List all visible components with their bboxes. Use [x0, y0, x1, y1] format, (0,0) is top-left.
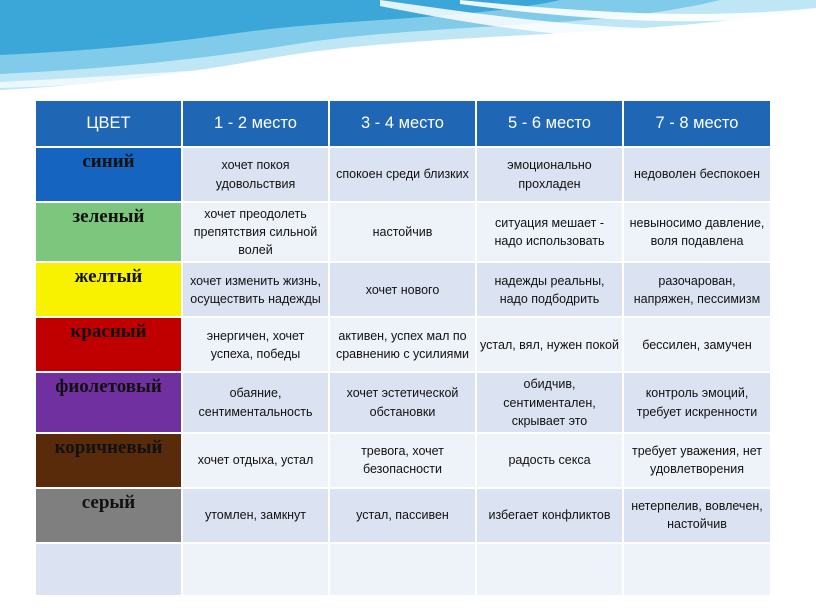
- table-cell: требует уважения, нет удовлетворения: [623, 433, 771, 488]
- table-cell: обаяние, сентиментальность: [182, 372, 329, 432]
- color-label: фиолетовый: [35, 372, 182, 432]
- table-cell: хочет покоя удовольствия: [182, 147, 329, 202]
- table-cell: хочет изменить жизнь, осуществить надежды: [182, 262, 329, 317]
- table-row: [35, 372, 771, 432]
- table-cell: устал, вял, нужен покой: [476, 317, 623, 372]
- table-cell: устал, пассивен: [329, 488, 476, 543]
- table-cell: надежды реальны, надо подбодрить: [476, 262, 623, 317]
- header-place-1-2: 1 - 2 место: [182, 100, 329, 147]
- table-cell: ситуация мешает - надо использовать: [476, 202, 623, 262]
- header-color: ЦВЕТ: [35, 100, 182, 147]
- table-cell: энергичен, хочет успеха, победы: [182, 317, 329, 372]
- table-cell: спокоен среди близких: [329, 147, 476, 202]
- table-row: [35, 317, 771, 372]
- color-label: серый: [35, 488, 182, 543]
- table-cell: невыносимо давление, воля подавлена: [623, 202, 771, 262]
- table-row: [35, 202, 771, 262]
- table-cell: контроль эмоций, требует искренности: [623, 372, 771, 432]
- table-row-empty: [35, 543, 771, 596]
- color-label: зеленый: [35, 202, 182, 262]
- table-cell: активен, успех мал по сравнению с усилиями: [329, 317, 476, 372]
- table-cell: избегает конфликтов: [476, 488, 623, 543]
- color-label: [35, 543, 182, 596]
- table-cell: недоволен беспокоен: [623, 147, 771, 202]
- table-cell: хочет преодолеть препятствия сильной волей: [182, 202, 329, 262]
- table-row: [35, 262, 771, 317]
- table-cell: радость секса: [476, 433, 623, 488]
- table-cell: тревога, хочет безопасности: [329, 433, 476, 488]
- table-cell: хочет отдыха, устал: [182, 433, 329, 488]
- table-cell: [476, 543, 623, 596]
- table-cell: хочет эстетической обстановки: [329, 372, 476, 432]
- table-cell: нетерпелив, вовлечен, настойчив: [623, 488, 771, 543]
- table-cell: обидчив, сентиментален, скрывает это: [476, 372, 623, 432]
- color-label: коричневый: [35, 433, 182, 488]
- table-cell: настойчив: [329, 202, 476, 262]
- color-label: желтый: [35, 262, 182, 317]
- table-cell: разочарован, напряжен, пессимизм: [623, 262, 771, 317]
- header-place-5-6: 5 - 6 место: [476, 100, 623, 147]
- table-cell: утомлен, замкнут: [182, 488, 329, 543]
- table-row: [35, 147, 771, 202]
- color-label: красный: [35, 317, 182, 372]
- table-cell: бессилен, замучен: [623, 317, 771, 372]
- table-header-row: [35, 100, 771, 147]
- header-place-7-8: 7 - 8 место: [623, 100, 771, 147]
- table-cell: [182, 543, 329, 596]
- header-wave-decoration: [0, 0, 816, 100]
- table-row: [35, 488, 771, 543]
- header-place-3-4: 3 - 4 место: [329, 100, 476, 147]
- table-cell: эмоционально прохладен: [476, 147, 623, 202]
- table-row: [35, 433, 771, 488]
- table-cell: [329, 543, 476, 596]
- table-cell: [623, 543, 771, 596]
- color-label: синий: [35, 147, 182, 202]
- color-meaning-table: [34, 99, 772, 597]
- table-cell: хочет нового: [329, 262, 476, 317]
